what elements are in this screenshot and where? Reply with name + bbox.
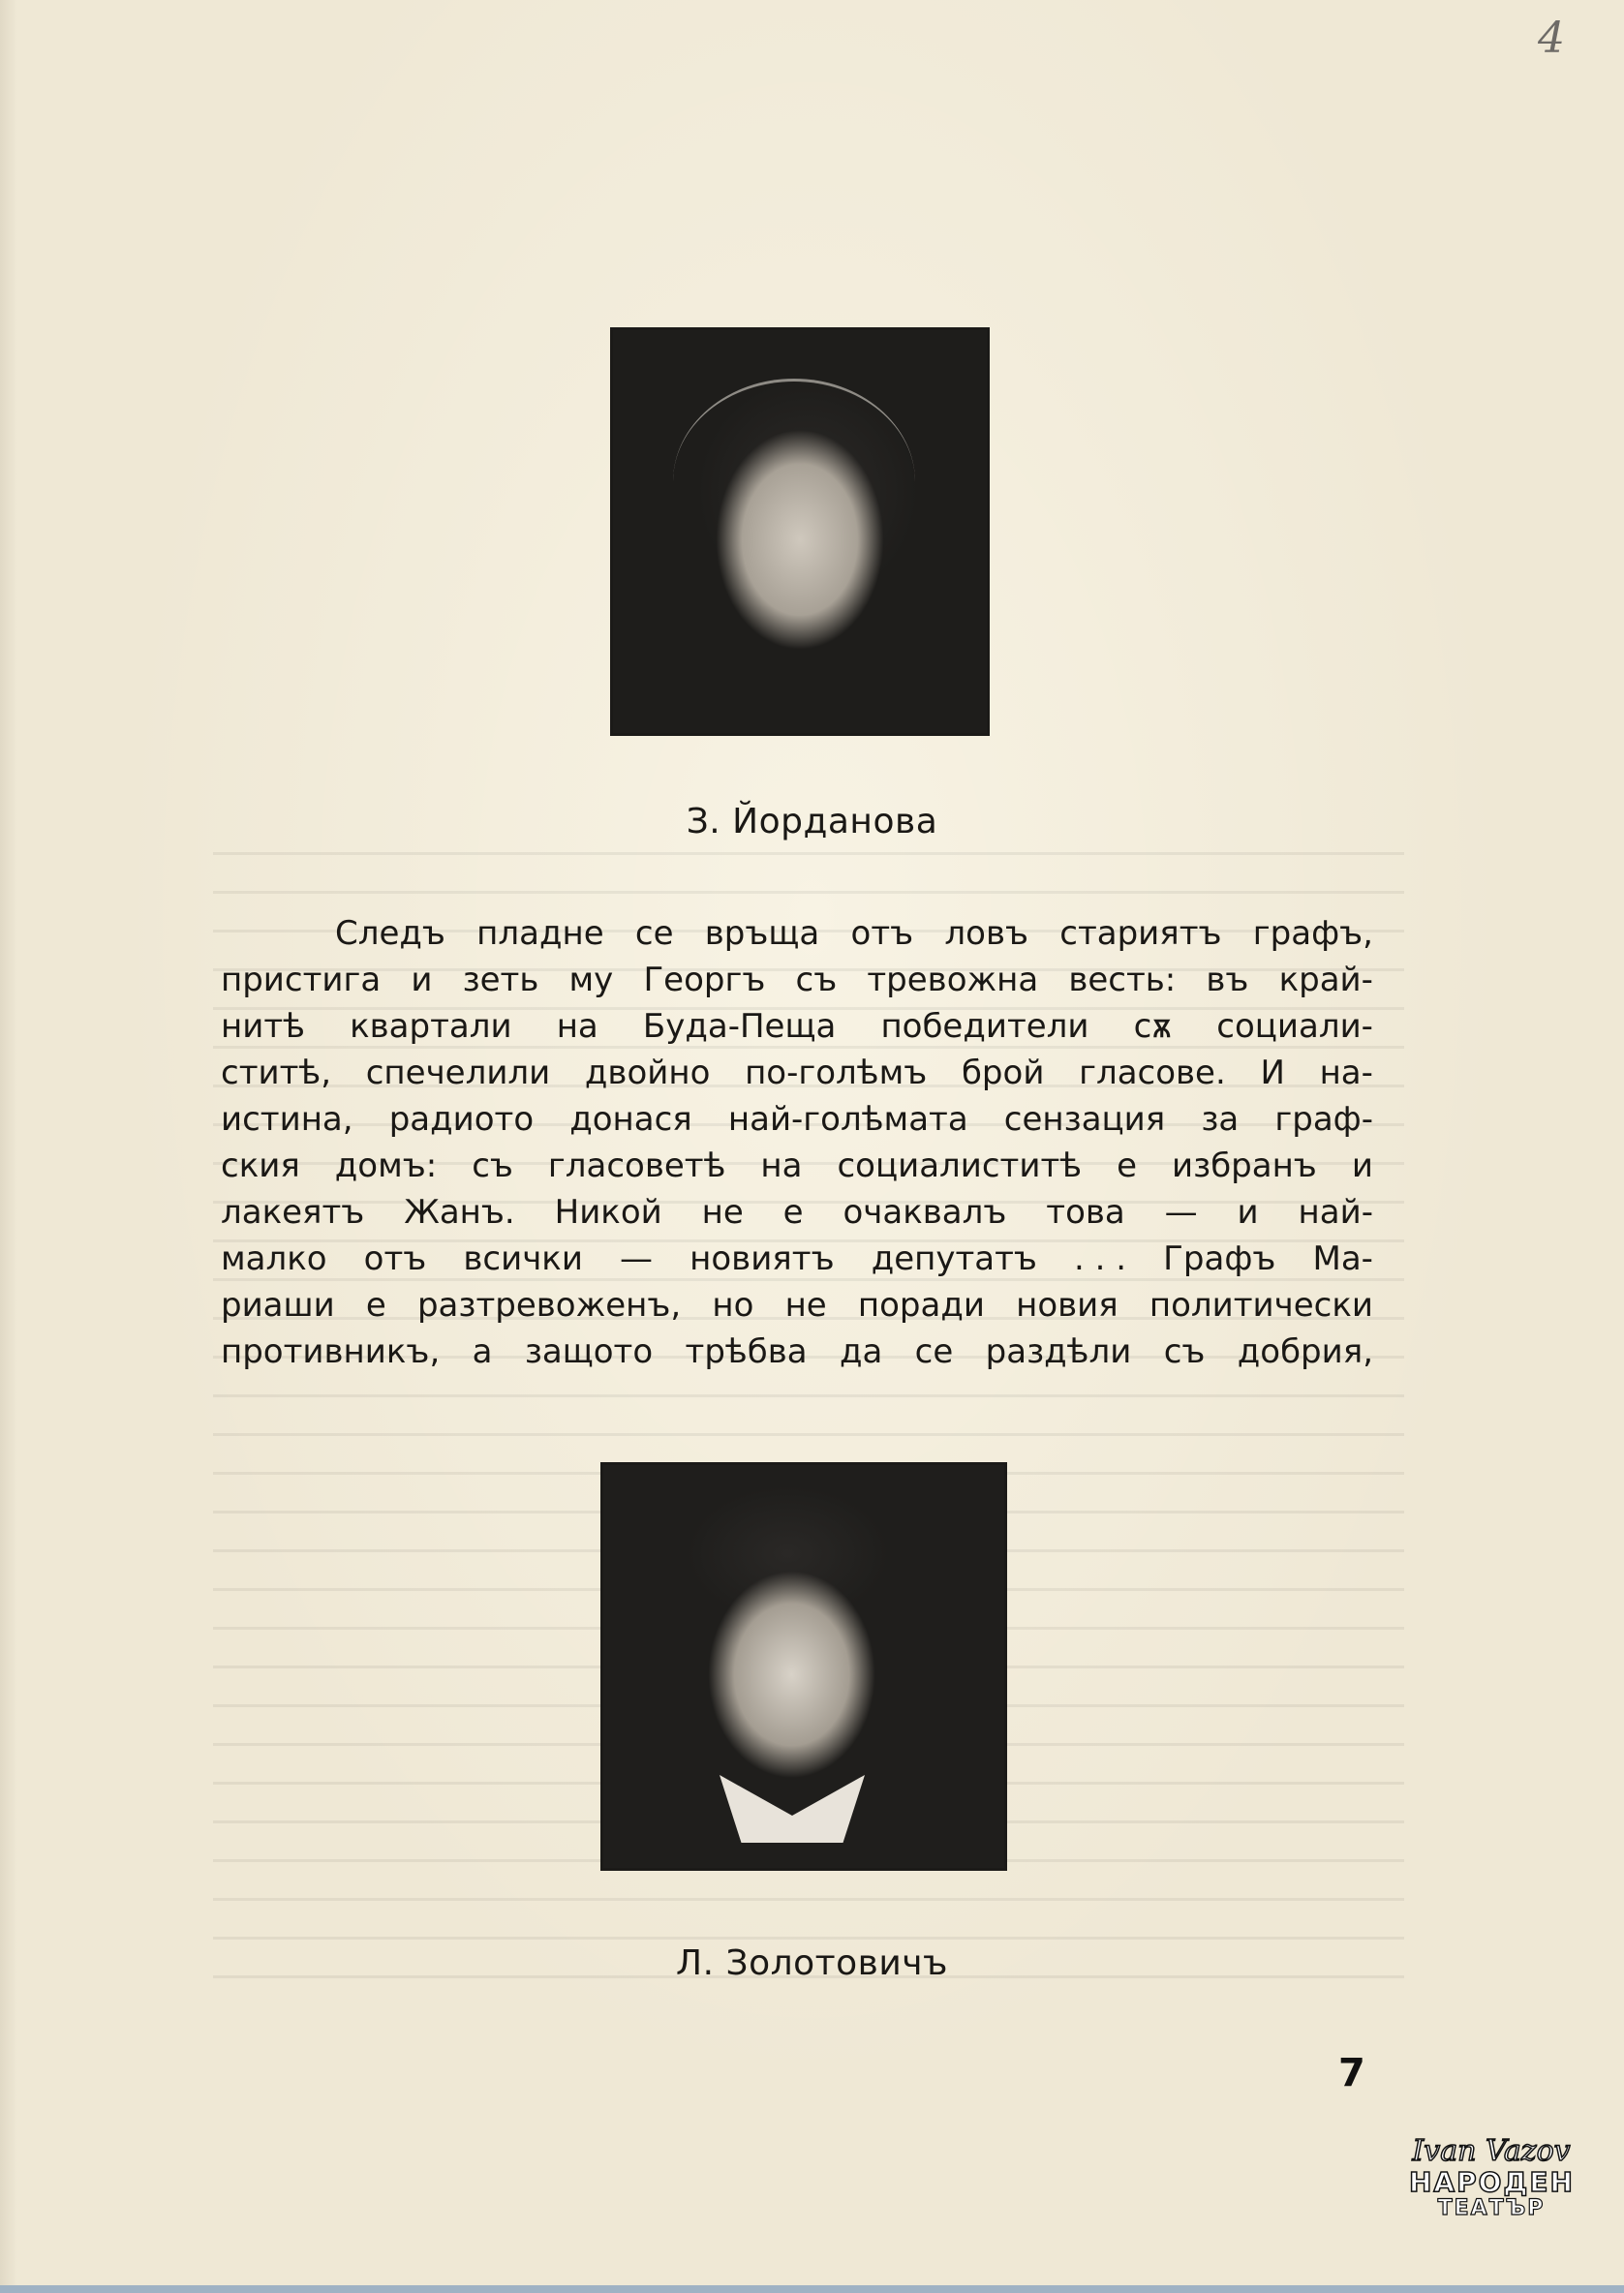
word: пладне bbox=[476, 914, 604, 953]
word: новия bbox=[1016, 1286, 1118, 1325]
word: ловъ bbox=[944, 914, 1028, 953]
word: се bbox=[914, 1332, 954, 1371]
word: избранъ bbox=[1172, 1146, 1317, 1185]
word: трѣбва bbox=[685, 1332, 808, 1371]
word: е bbox=[365, 1286, 386, 1325]
page-number: 7 bbox=[1338, 2051, 1365, 2095]
logo-script: Ivan Vazov bbox=[1412, 2134, 1571, 2168]
word: е bbox=[782, 1193, 804, 1232]
word: всички bbox=[463, 1239, 583, 1278]
word: Графъ bbox=[1163, 1239, 1276, 1278]
word: Ма- bbox=[1312, 1239, 1373, 1278]
word: раздѣли bbox=[985, 1332, 1132, 1371]
word: Никой bbox=[554, 1193, 662, 1232]
word: И bbox=[1260, 1054, 1285, 1092]
portrait-photo-zolotovich bbox=[600, 1462, 1007, 1871]
word: стариятъ bbox=[1059, 914, 1222, 953]
word: очаквалъ bbox=[843, 1193, 1007, 1232]
word: по-голѣмъ bbox=[745, 1054, 928, 1092]
word: край- bbox=[1278, 961, 1373, 999]
word: спечелили bbox=[365, 1054, 551, 1092]
body-paragraph bbox=[221, 910, 1373, 1375]
scan-edge-strip bbox=[0, 2285, 1624, 2293]
text-line-3 bbox=[221, 1003, 1373, 1050]
handwritten-page-mark: 4 bbox=[1538, 14, 1565, 63]
word: съ bbox=[795, 961, 838, 999]
word: весть: bbox=[1068, 961, 1177, 999]
text-line-1 bbox=[221, 910, 1373, 957]
word: — bbox=[1164, 1193, 1198, 1232]
word: противникъ, bbox=[221, 1332, 441, 1371]
word: и bbox=[411, 961, 433, 999]
photo-caption-zolotovich: Л. Золотовичъ bbox=[676, 1943, 948, 1983]
word: на bbox=[556, 1007, 598, 1046]
word: . . . bbox=[1074, 1239, 1127, 1278]
word: му bbox=[568, 961, 614, 999]
word: да bbox=[839, 1332, 883, 1371]
word: Жанъ. bbox=[404, 1193, 515, 1232]
word: Георгъ bbox=[643, 961, 766, 999]
word: социалиститѣ bbox=[837, 1146, 1083, 1185]
word: пристига bbox=[221, 961, 382, 999]
word: политически bbox=[1149, 1286, 1373, 1325]
word: и bbox=[1351, 1146, 1373, 1185]
word: риаши bbox=[221, 1286, 335, 1325]
word: най-голѣмата bbox=[727, 1100, 968, 1139]
text-line-4 bbox=[221, 1050, 1373, 1096]
word: най- bbox=[1298, 1193, 1373, 1232]
national-theatre-logo bbox=[1409, 2135, 1574, 2220]
word: новиятъ bbox=[689, 1239, 835, 1278]
word: се bbox=[634, 914, 674, 953]
word: не bbox=[784, 1286, 827, 1325]
word: е bbox=[1117, 1146, 1138, 1185]
word: нитѣ bbox=[221, 1007, 305, 1046]
word: двойно bbox=[584, 1054, 711, 1092]
word: разтревоженъ, bbox=[416, 1286, 682, 1325]
word: сензация bbox=[1003, 1100, 1166, 1139]
word: защото bbox=[524, 1332, 654, 1371]
word: граф- bbox=[1274, 1100, 1373, 1139]
photo-caption-yordanova: З. Йорданова bbox=[686, 802, 938, 841]
word: — bbox=[620, 1239, 654, 1278]
word: ститѣ, bbox=[221, 1054, 332, 1092]
word: но bbox=[712, 1286, 754, 1325]
word: социали- bbox=[1216, 1007, 1373, 1046]
word: отъ bbox=[363, 1239, 427, 1278]
word: отъ bbox=[850, 914, 914, 953]
word: тревожна bbox=[867, 961, 1039, 999]
word: на bbox=[760, 1146, 803, 1185]
word: ския bbox=[221, 1146, 300, 1185]
word: гласове. bbox=[1079, 1054, 1226, 1092]
text-line-6 bbox=[221, 1143, 1373, 1189]
word: радиото bbox=[388, 1100, 535, 1139]
word: истина, bbox=[221, 1100, 353, 1139]
text-line-10 bbox=[221, 1329, 1373, 1375]
word: брой bbox=[961, 1054, 1045, 1092]
word: и bbox=[1237, 1193, 1259, 1232]
word: домъ: bbox=[334, 1146, 438, 1185]
word: за bbox=[1201, 1100, 1240, 1139]
text-line-5 bbox=[221, 1096, 1373, 1143]
word: лакеятъ bbox=[221, 1193, 365, 1232]
text-line-8 bbox=[221, 1236, 1373, 1282]
word: сѫ bbox=[1133, 1007, 1173, 1046]
word: поради bbox=[857, 1286, 985, 1325]
text-line-7 bbox=[221, 1189, 1373, 1236]
word: Буда-Пеща bbox=[642, 1007, 837, 1046]
word: съ bbox=[1163, 1332, 1206, 1371]
word: на- bbox=[1319, 1054, 1373, 1092]
logo-line-2: ТЕАТЪР bbox=[1437, 2196, 1546, 2220]
text-line-9 bbox=[221, 1282, 1373, 1329]
word: Следъ bbox=[335, 914, 445, 953]
portrait-highlight bbox=[673, 379, 915, 585]
word: връща bbox=[704, 914, 820, 953]
word: зеть bbox=[462, 961, 539, 999]
word: въ bbox=[1206, 961, 1249, 999]
word: добрия, bbox=[1237, 1332, 1373, 1371]
portrait-photo-yordanova bbox=[610, 327, 990, 736]
word: депутатъ bbox=[871, 1239, 1037, 1278]
word: това bbox=[1046, 1193, 1125, 1232]
word: гласоветѣ bbox=[547, 1146, 726, 1185]
word: квартали bbox=[350, 1007, 512, 1046]
word: донася bbox=[569, 1100, 692, 1139]
word: победители bbox=[880, 1007, 1089, 1046]
word: а bbox=[472, 1332, 493, 1371]
word: малко bbox=[221, 1239, 327, 1278]
text-line-2 bbox=[221, 957, 1373, 1003]
word: съ bbox=[472, 1146, 513, 1185]
portrait-collar bbox=[720, 1775, 865, 1843]
logo-line-1: НАРОДЕН bbox=[1409, 2166, 1575, 2198]
word: графъ, bbox=[1252, 914, 1373, 953]
word: не bbox=[701, 1193, 744, 1232]
